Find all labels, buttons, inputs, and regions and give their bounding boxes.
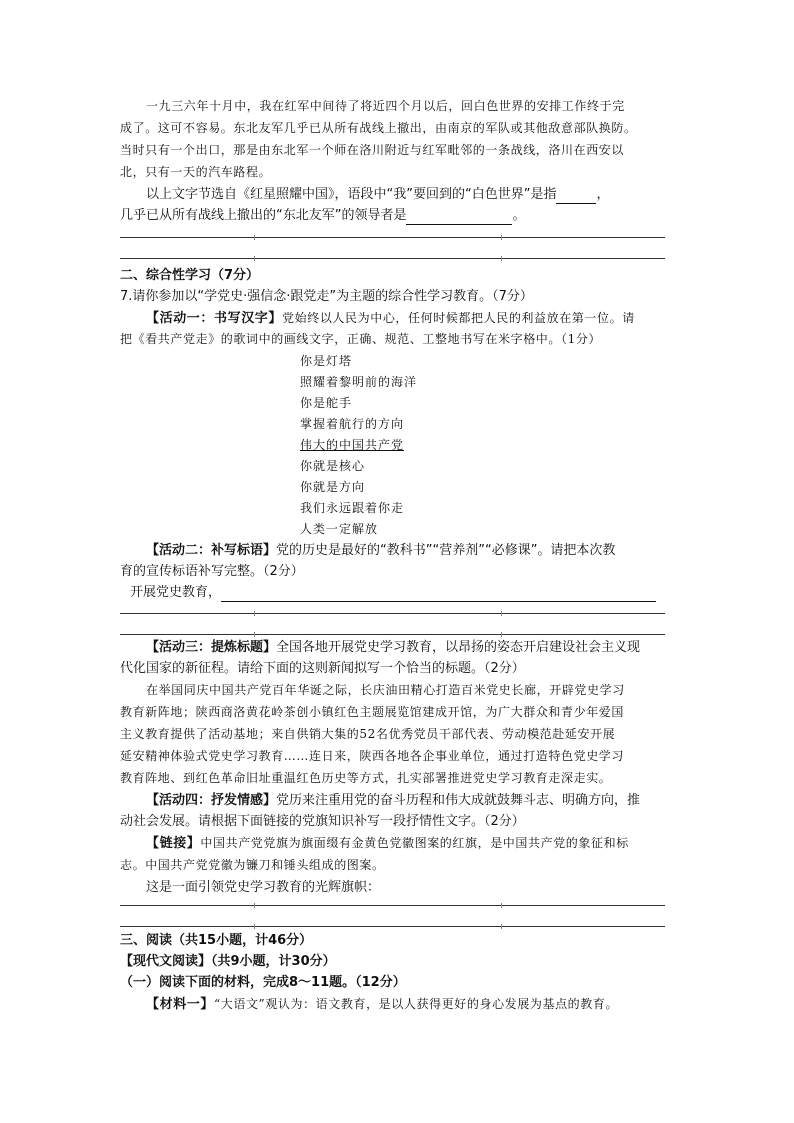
- link-label: 【链接】: [146, 836, 201, 851]
- activity-4-text-2: 动社会发展。请根据下面链接的党旗知识补写一段抒情性文字。（2分）: [120, 814, 525, 829]
- slogan-row: [130, 584, 656, 602]
- answer-line[interactable]: [120, 258, 665, 259]
- activity-3-text-1: 全国各地开展党史学习教育，以昂扬的姿态开启建设社会主义现: [276, 640, 641, 655]
- section-3-title: 三、阅读（共15小题，计46分）: [120, 933, 313, 948]
- link: [146, 835, 629, 853]
- question-northeast-army-text: 几乎已从所有战线上撤出的“东北友军”的领导者是: [120, 208, 407, 223]
- activity-2: [146, 542, 615, 560]
- activity-3-label: 【活动三：提炼标题】: [146, 640, 277, 655]
- answer-blank-white-world[interactable]: [556, 189, 596, 204]
- question-7: 7.请你参加以“学党史·强信念·跟党走”为主题的综合性学习教育。（7分）: [120, 289, 533, 304]
- poem-line: 我们永远跟着你走: [300, 501, 405, 515]
- slogan-answer-blank[interactable]: [221, 587, 656, 602]
- answer-line[interactable]: [120, 237, 665, 238]
- activity-4-label: 【活动四：抒发情感】: [146, 793, 277, 808]
- material-1: [146, 996, 618, 1014]
- activity-2-text-1: 党的历史是最好的“教科书”“营养剂”“必修课”。请把本次教: [276, 543, 616, 558]
- part-1-title: （一）阅读下面的材料，完成8～11题。（12分）: [120, 975, 406, 990]
- answer-blank-northeast-leader[interactable]: [406, 210, 512, 225]
- poem-line: 掌握着航行的方向: [300, 417, 405, 431]
- question-northeast-army: [120, 207, 526, 225]
- activity-4-text-1: 党历来注重用党的奋斗历程和伟大成就鼓舞斗志、明确方向，推: [276, 793, 641, 808]
- poem-line: 你是舵手: [300, 396, 353, 410]
- modern-reading-title: 【现代文阅读】（共9小题，计30分）: [120, 954, 336, 969]
- answer-line[interactable]: [120, 634, 665, 635]
- news-line: 教育新阵地；陕西商洛黄花岭茶创小镇红色主题展览馆建成开馆，为广大群众和青少年爱国: [120, 705, 625, 719]
- poem-line-underlined: 伟大的中国共产党: [300, 438, 405, 452]
- passage-line-1: 一九三六年十月中，我在红军中间待了将近四个月以后，回白色世界的安排工作终于完: [146, 99, 625, 113]
- activity-2-text-2: 育的宣传标语补写完整。（2分）: [120, 564, 304, 579]
- answer-line[interactable]: [120, 926, 665, 927]
- passage-line-2: 成了。这可不容易。东北友军几乎已从所有战线上撤出，由南京的军队或其他敌意部队换防。: [120, 121, 637, 135]
- poem-line: 你就是核心: [300, 459, 366, 473]
- activity-3-text-2: 代化国家的新征程。请给下面的这则新闻拟写一个恰当的标题。（2分）: [120, 661, 525, 676]
- slogan-prompt: 开展党史教育，: [130, 585, 222, 600]
- activity-4: [146, 792, 640, 810]
- passage-line-3: 当时只有一个出口，那是由东北军一个师在洛川附近与红军毗邻的一条战线，洛川在西安以: [120, 143, 625, 157]
- answer-line[interactable]: [120, 613, 665, 614]
- activity-3: [146, 639, 640, 657]
- question-red-star-end: ，: [596, 187, 610, 202]
- activity-1-label: 【活动一：书写汉字】: [146, 311, 283, 326]
- question-red-star: [146, 186, 609, 204]
- link-text-1: 中国共产党党旗为旗面缀有金黄色党徽图案的红旗，是中国共产党的象征和标: [200, 836, 629, 850]
- material-1-text: “大语文”观认为：语文教育，是以人获得更好的身心发展为基点的教育。: [214, 997, 619, 1011]
- activity-1-text-2: 把《看共产党走》的歌词中的画线文字，正确、规范、工整地书写在米字格中。（1分）: [120, 332, 602, 346]
- question-northeast-army-end: 。: [512, 208, 526, 223]
- news-line: 在举国同庆中国共产党百年华诞之际，长庆油田精心打造百米党史长廊，开辟党史学习: [146, 683, 625, 697]
- news-line: 延安精神体验式党史学习教育……连日来，陕西各地各企事业单位，通过打造特色党史学习: [120, 749, 625, 763]
- question-red-star-text: 以上文字节选自《红星照耀中国》，语段中“我”要回到的“白色世界”是指: [146, 187, 557, 202]
- poem-line: 人类一定解放: [300, 522, 379, 536]
- passage-line-4: 北，只有一天的汽车路程。: [120, 165, 272, 179]
- flag-prompt: 这是一面引领党史学习教育的光辉旗帜：: [146, 880, 381, 895]
- poem-line: 照耀着黎明前的海洋: [300, 375, 418, 389]
- material-1-label: 【材料一】: [146, 997, 215, 1012]
- news-line: 主义教育提供了活动基地；来自供销大集的52名优秀党员干部代表、劳动模范赴延安开展: [120, 727, 616, 741]
- answer-line[interactable]: [120, 905, 665, 906]
- activity-2-label: 【活动二：补写标语】: [146, 543, 277, 558]
- activity-1-text-1: 党始终以人民为中心，任何时候都把人民的利益放在第一位。请: [282, 311, 635, 325]
- news-line: 教育阵地、到红色革命旧址重温红色历史等方式，扎实部署推进党史学习教育走深走实。: [120, 771, 612, 785]
- activity-1: [146, 310, 635, 328]
- poem-line: 你是灯塔: [300, 354, 353, 368]
- poem-line: 你就是方向: [300, 480, 366, 494]
- link-text-2: 志。中国共产党党徽为镰刀和锤头组成的图案。: [120, 858, 385, 872]
- section-2-title: 二、综合性学习（7分）: [120, 268, 260, 283]
